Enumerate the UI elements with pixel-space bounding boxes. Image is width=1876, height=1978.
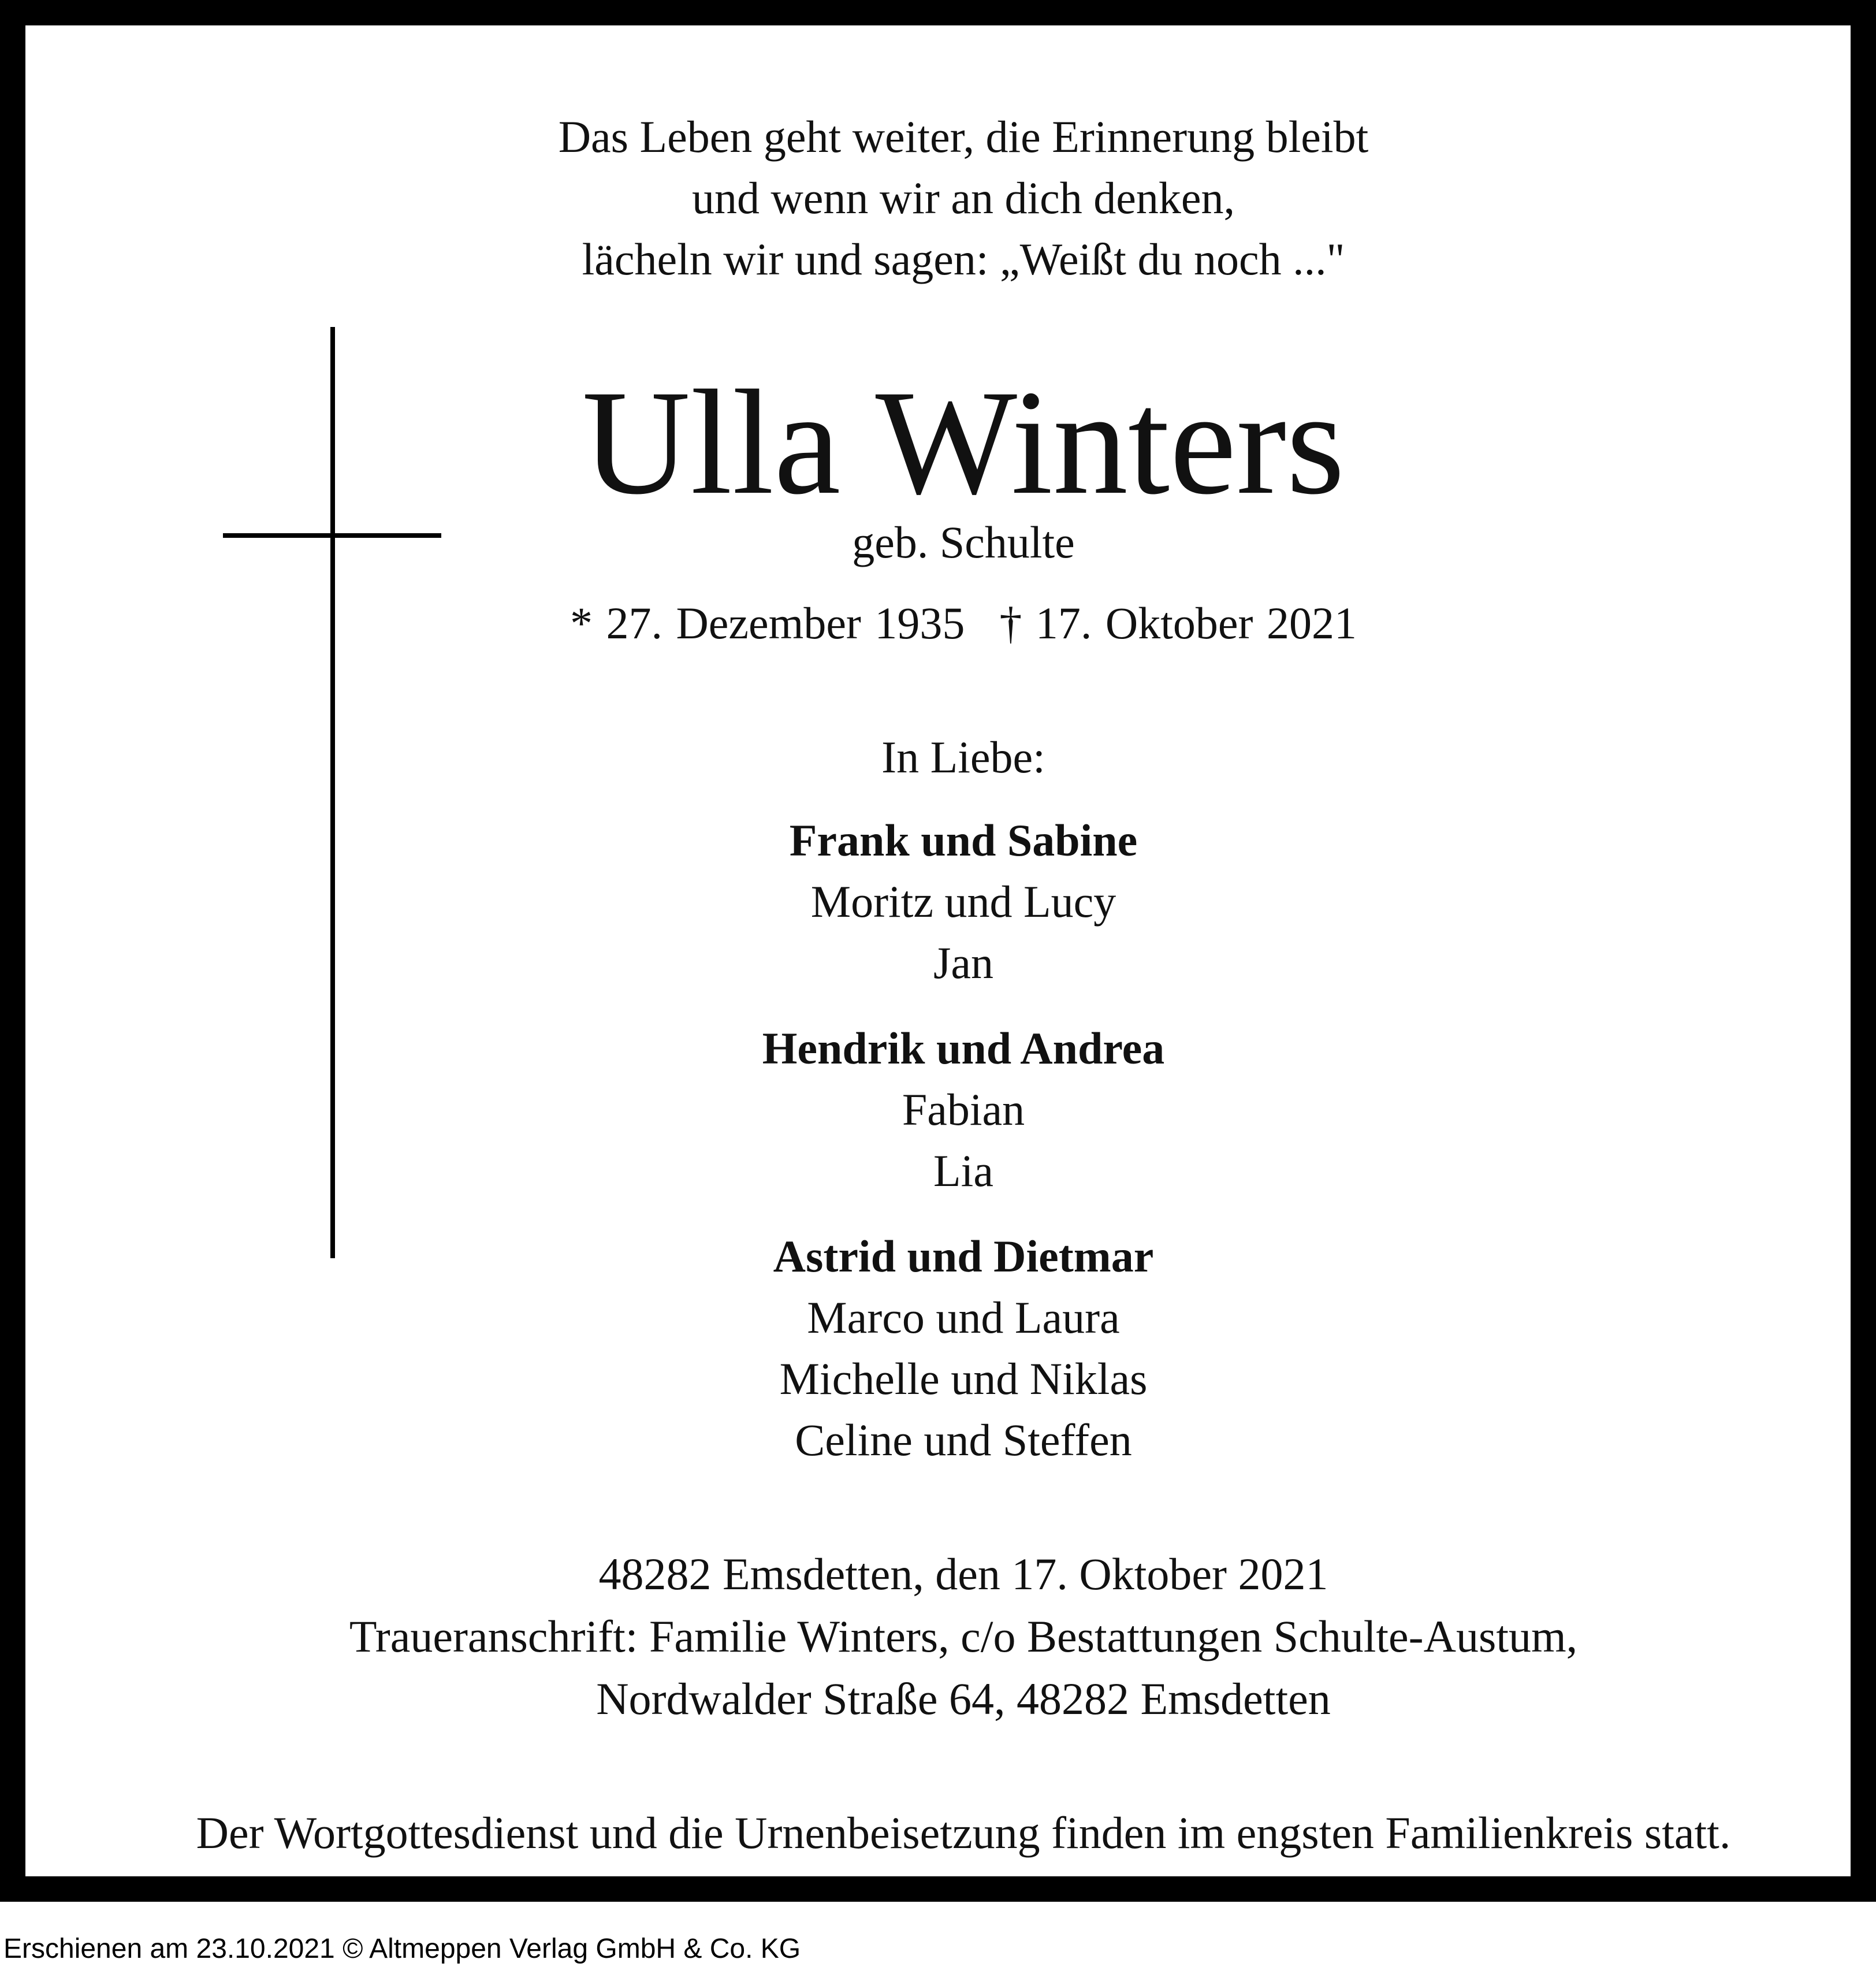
life-dates: [25, 598, 1876, 648]
in-love-heading: In Liebe:: [881, 732, 1045, 782]
death-date: † 17. Oktober 2021: [999, 598, 1357, 648]
mourning-address-line-1: Traueranschrift: Familie Winters, c/o Bestattungen Schulte-Austum,: [349, 1611, 1578, 1661]
family-member: Celine und Steffen: [795, 1415, 1132, 1465]
family-head: Frank und Sabine: [789, 815, 1138, 865]
service-note: Der Wortgottesdienst und die Urnenbeisetzung finden im engsten Familienkreis statt.: [196, 1808, 1731, 1858]
family-member: Jan: [933, 938, 993, 988]
quote-line-3: lächeln wir und sagen: „Weißt du noch ...": [582, 234, 1345, 284]
quote-line-2: und wenn wir an dich denken,: [691, 173, 1235, 223]
maiden-name: geb. Schulte: [852, 517, 1075, 567]
deceased-name: Ulla Winters: [582, 359, 1345, 526]
place-date: 48282 Emsdetten, den 17. Oktober 2021: [598, 1549, 1328, 1599]
family-member: Marco und Laura: [807, 1292, 1120, 1343]
quote-line-1: Das Leben geht weiter, die Erinnerung bleibt: [558, 111, 1369, 162]
family-member: Lia: [933, 1146, 993, 1196]
mourning-address-line-2: Nordwalder Straße 64, 48282 Emsdetten: [596, 1674, 1331, 1724]
family-member: Moritz und Lucy: [810, 876, 1116, 927]
family-member: Michelle und Niklas: [779, 1354, 1148, 1404]
family-member: Fabian: [902, 1084, 1025, 1135]
publication-footer: Erschienen am 23.10.2021 © Altmeppen Verlag GmbH & Co. KG: [3, 1934, 801, 1964]
birth-date: * 27. Dezember 1935: [570, 598, 965, 648]
family-head: Astrid und Dietmar: [773, 1231, 1154, 1281]
family-head: Hendrik und Andrea: [762, 1023, 1165, 1073]
